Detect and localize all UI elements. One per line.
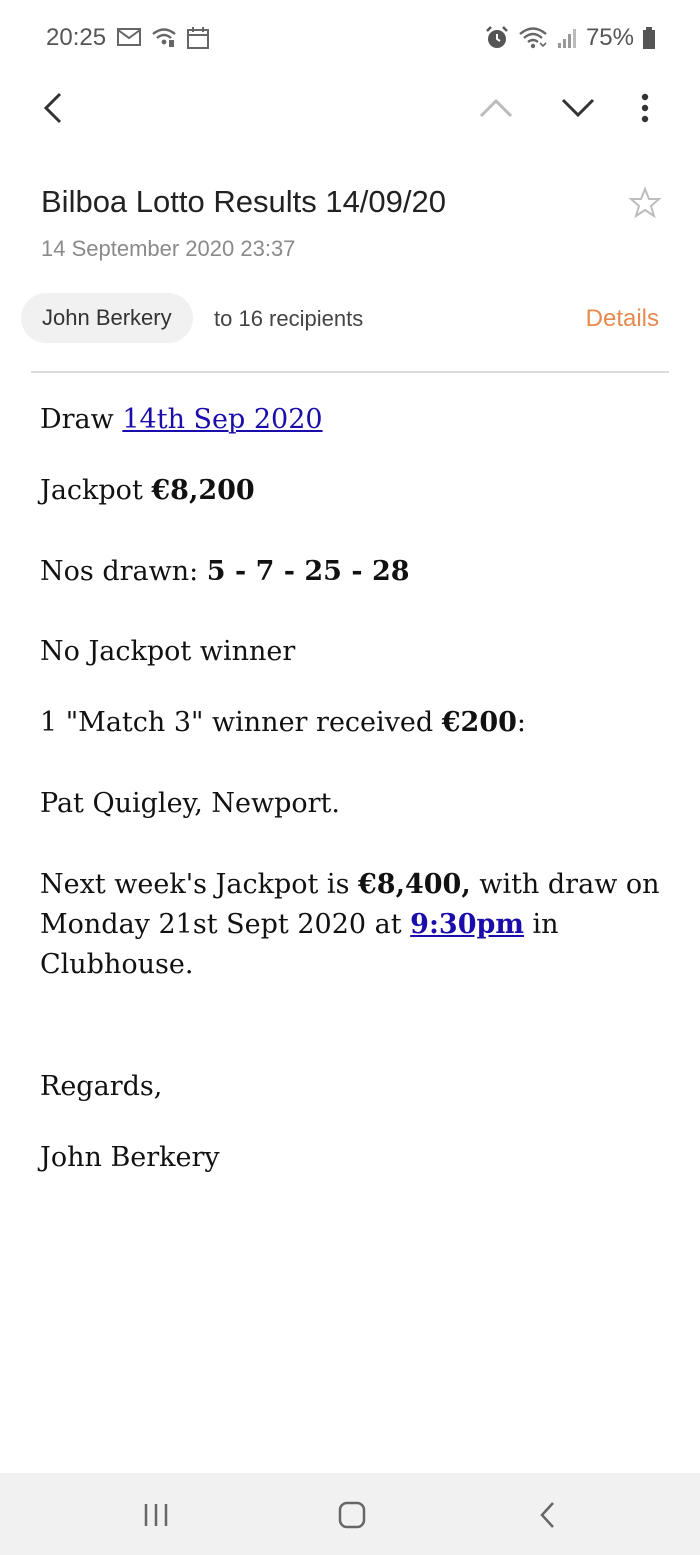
- back-icon: [538, 1500, 558, 1530]
- signature-line: John Berkery: [40, 1142, 220, 1173]
- next-email-icon: [560, 97, 596, 119]
- email-subject: Bilboa Lotto Results 14/09/20: [41, 184, 446, 219]
- mail-icon: [116, 26, 142, 50]
- more-options-icon: [640, 93, 650, 123]
- previous-email-button[interactable]: [472, 84, 520, 132]
- sender-chip[interactable]: John Berkery: [21, 293, 193, 343]
- star-icon: [628, 186, 662, 220]
- status-right-icons: [484, 24, 656, 52]
- battery-percent: 75%: [585, 24, 634, 51]
- home-icon: [337, 1500, 367, 1530]
- previous-email-icon: [478, 97, 514, 119]
- system-nav-bar: [0, 1473, 700, 1555]
- details-button[interactable]: Details: [585, 305, 659, 332]
- alarm-icon: [484, 25, 510, 51]
- status-bar: [0, 0, 700, 78]
- jackpot-line: Jackpot €8,200: [40, 475, 255, 506]
- draw-date-link[interactable]: 14th Sep 2020: [122, 404, 323, 435]
- numbers-line: Nos drawn: 5 - 7 - 25 - 28: [40, 556, 410, 587]
- email-date: 14 September 2020 23:37: [41, 236, 296, 261]
- sender-row: [21, 293, 661, 345]
- recipients-text: to 16 recipients: [214, 306, 364, 331]
- recent-apps-button[interactable]: [126, 1493, 186, 1537]
- battery-icon: [642, 26, 656, 50]
- draw-line: Draw 14th Sep 2020: [40, 404, 323, 435]
- wifi-icon: [518, 26, 548, 50]
- winner-line: Pat Quigley, Newport.: [40, 788, 340, 819]
- status-time: 20:25: [46, 24, 107, 51]
- home-button[interactable]: [322, 1493, 382, 1537]
- back-button[interactable]: [30, 84, 78, 132]
- calendar-icon: [186, 26, 210, 50]
- back-arrow-icon: [42, 91, 66, 125]
- signal-icon: [556, 27, 578, 49]
- next-jackpot-line: Next week's Jackpot is €8,400, with draw on Monday 21st Sept 2020 at 9:30pm in Clubhouse.: [40, 869, 660, 980]
- regards-line: Regards,: [40, 1071, 163, 1102]
- email-toolbar: [0, 78, 700, 138]
- no-winner-line: No Jackpot winner: [40, 636, 296, 667]
- email-body: [40, 398, 665, 1178]
- recent-apps-icon: [142, 1501, 170, 1529]
- status-left-icons: [116, 26, 210, 50]
- next-email-button[interactable]: [554, 84, 602, 132]
- more-options-button[interactable]: [621, 84, 669, 132]
- match-line: 1 "Match 3" winner received €200:: [40, 707, 527, 738]
- draw-time-link[interactable]: 9:30pm: [410, 909, 524, 940]
- star-button[interactable]: [628, 186, 662, 220]
- header-divider: [31, 371, 669, 373]
- wifi-call-icon: [150, 26, 178, 50]
- system-back-button[interactable]: [518, 1493, 578, 1537]
